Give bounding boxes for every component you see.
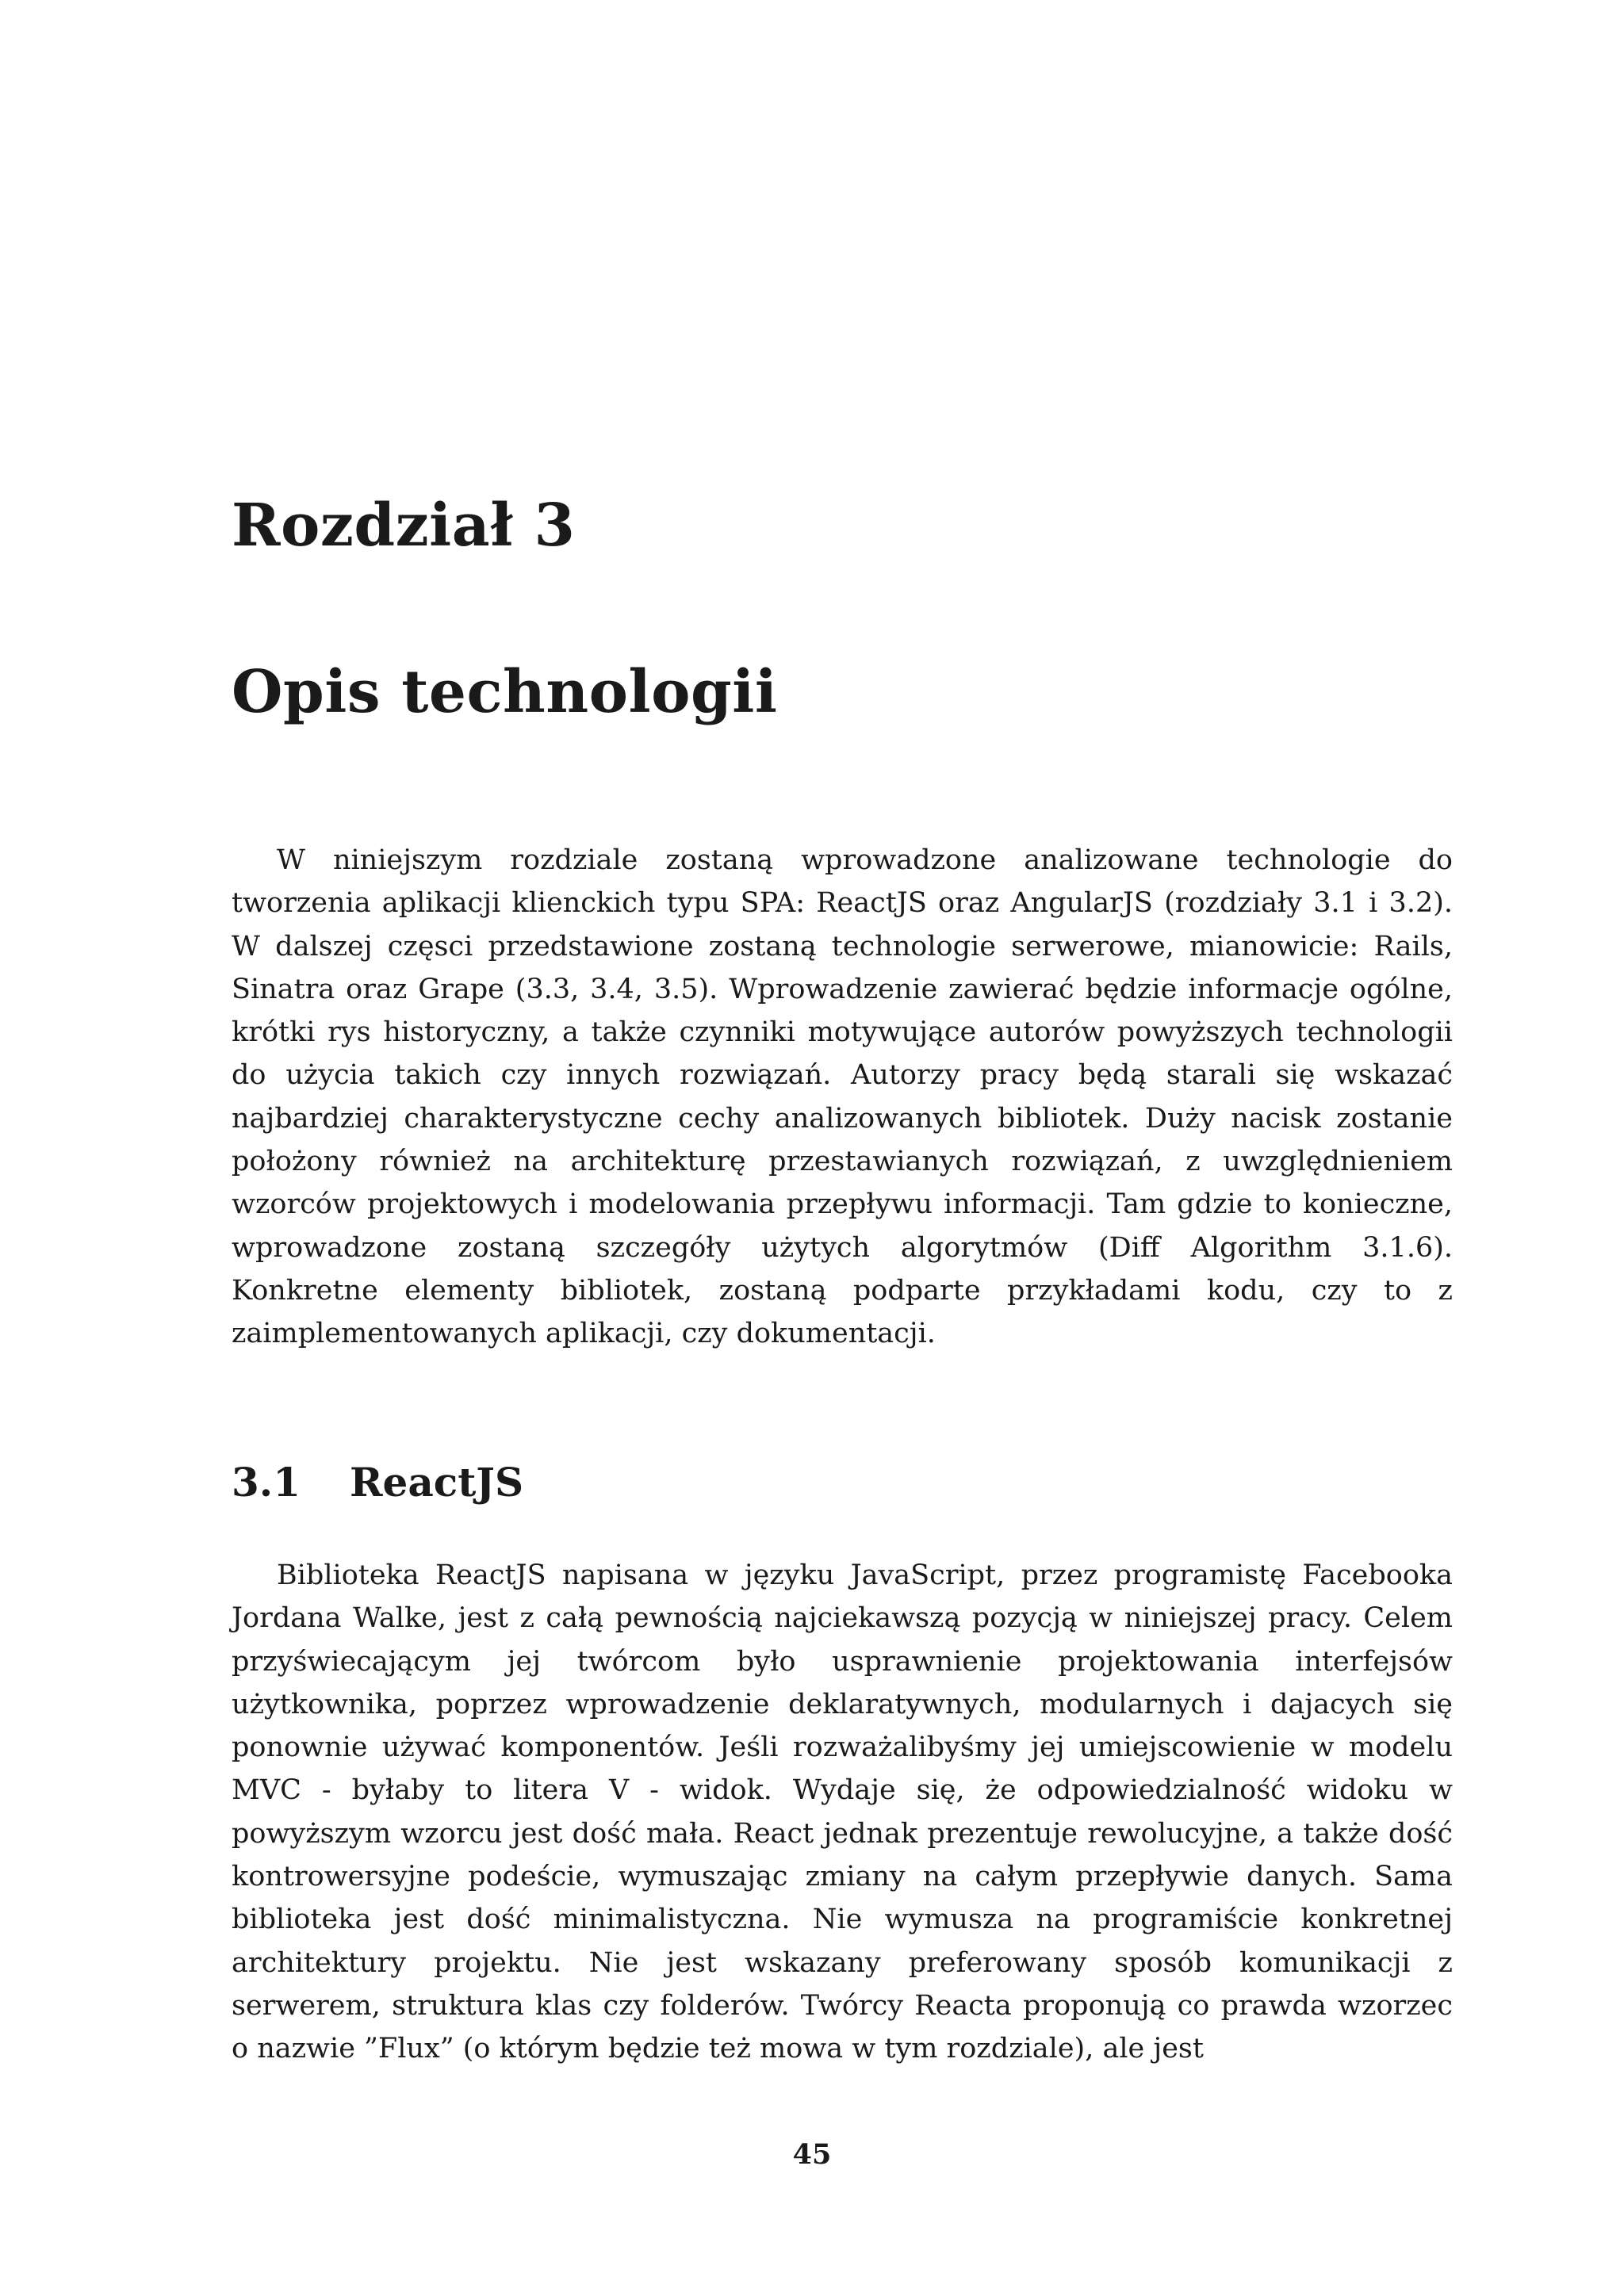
section-title: ReactJS <box>350 1459 524 1506</box>
section-number: 3.1 <box>232 1459 301 1506</box>
section-paragraph: Biblioteka ReactJS napisana w języku JavaScript, przez programistę Facebooka Jordana Walke, jest z całą pewnością najciekawszą pozycją w niniejszej pracy. Celem przyświecającym jej twórcom było usprawnienie projektowania interfejsów użytkownika, poprzez wprowadzenie deklaratywnych, modularnych i dajacych się ponownie używać komponentów. Jeśli rozważalibyśmy jej umiejscowienie w modelu MVC - byłaby to litera V - widok. Wydaje się, że odpowiedzialność widoku w powyższym wzorcu jest dość mała. React jednak prezentuje rewolucyjne, a także dość kontrowersyjne podeście, wymuszając zmiany na całym przepływie danych. Sama biblioteka jest dość minimalistyczna. Nie wymusza na programiście konkretnej architektury projektu. Nie jest wskazany preferowany sposób komunikacji z serwerem, struktura klas czy folderów. Twórcy Reacta proponują co prawda wzorzec o nazwie ”Flux” (o którym będzie też mowa w tym rozdziale), ale jest <box>232 1559 1453 2065</box>
page-number: 45 <box>792 2138 832 2171</box>
chapter-title: Opis technologii <box>232 658 778 726</box>
section-heading <box>232 1459 524 1506</box>
intro-paragraph: W niniejszym rozdziale zostaną wprowadzone analizowane technologie do tworzenia aplikacji klienckich typu SPA: ReactJS oraz AngularJS (rozdziały 3.1 i 3.2). W dalszej częsci przedstawione zostaną technologie serwerowe, mianowicie: Rails, Sinatra oraz Grape (3.3, 3.4, 3.5). Wprowadzenie zawierać będzie informacje ogólne, krótki rys historyczny, a także czynniki motywujące autorów powyższych technologii do użycia takich czy innych rozwiązań. Autorzy pracy będą starali się wskazać najbardziej charakterystyczne cechy analizowanych bibliotek. Duży nacisk zostanie położony również na architekturę przestawianych rozwiązań, z uwzględnieniem wzorców projektowych i modelowania przepływu informacji. Tam gdzie to konieczne, wprowadzone zostaną szczegóły użytych algorytmów (Diff Algorithm 3.1.6). Konkretne elementy bibliotek, zostaną podparte przykładami kodu, czy to z zaimplementowanych aplikacji, czy dokumentacji. <box>232 844 1453 1350</box>
chapter-label: Rozdział 3 <box>232 492 576 560</box>
